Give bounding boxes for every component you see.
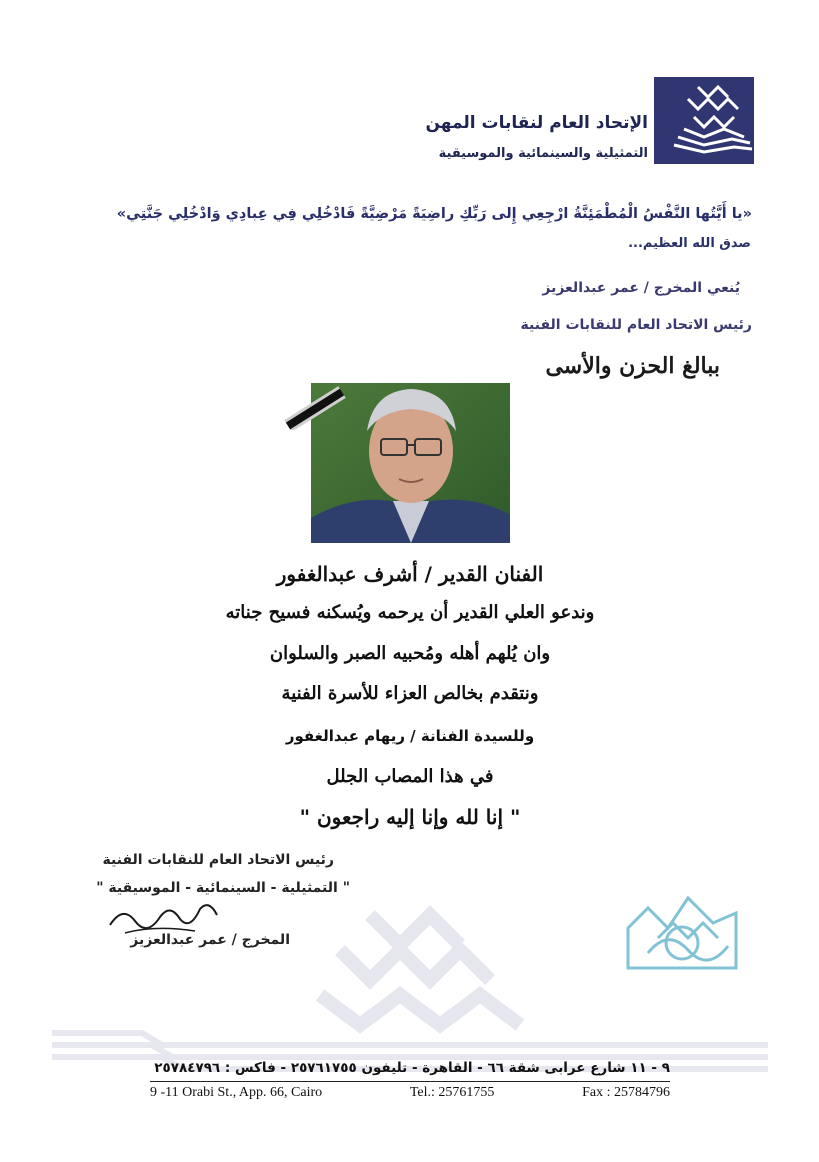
org-name: الإتحاد العام لنقابات المهن bbox=[425, 113, 648, 133]
footer-address-ar: ٩ - ١١ شارع عرابى شقة ٦٦ - القاهرة - تليفون ٢٥٧٦١٧٥٥ - فاكس : ٢٥٧٨٤٧٩٦ bbox=[154, 1060, 670, 1076]
prayer-line-1: وندعو العلي القدير أن يرحمه ويُسكنه فسيح جناته bbox=[225, 602, 595, 623]
footer-address-en-row bbox=[150, 1085, 670, 1101]
footer-fax: Fax : 25784796 bbox=[582, 1085, 670, 1100]
footer-tel: Tel.: 25761755 bbox=[409, 1085, 495, 1100]
quran-phrase: " إنا لله وإنا إليه راجعون " bbox=[299, 805, 521, 829]
signatory-name: المخرج / عمر عبدالعزيز bbox=[130, 932, 290, 948]
sadaq-line: صدق الله العظيم... bbox=[628, 236, 751, 251]
official-stamp-icon bbox=[618, 888, 746, 978]
footer-divider bbox=[150, 1081, 670, 1082]
mourning-ribbon-icon bbox=[282, 386, 348, 430]
artist-name: الفنان القدير / أشرف عبدالغفور bbox=[276, 562, 544, 586]
prayer-line-2: وان يُلهم أهله ومُحبيه الصبر والسلوان bbox=[269, 643, 551, 664]
signatory-title: رئيس الاتحاد العام للنقابات الفنية bbox=[102, 852, 334, 868]
org-subtitle: التمثيلية والسينمائية والموسيقية bbox=[438, 146, 648, 161]
grief-heading: ببالغ الحزن والأسى bbox=[545, 353, 720, 379]
announcer-title: رئيس الاتحاد العام للنقابات الفنية bbox=[520, 317, 752, 333]
announcer: يُنعي المخرج / عمر عبدالعزيز bbox=[542, 280, 740, 296]
condolence-line-2: وللسيدة الفنانة / ريهام عبدالغفور bbox=[285, 727, 535, 745]
union-logo-icon bbox=[654, 77, 754, 164]
footer-address-en: 9 -11 Orabi St., App. 66, Cairo bbox=[150, 1085, 323, 1100]
condolence-line-1: ونتقدم بخالص العزاء للأسرة الفنية bbox=[281, 683, 539, 704]
signatory-branches: " التمثيلية - السينمائية - الموسيقية " bbox=[96, 880, 350, 896]
condolence-line-3: في هذا المصاب الجلل bbox=[326, 766, 494, 787]
quran-verse: «يا أَيَّتُها النَّفْسُ الْمُطْمَئِنَّةُ ارْجِعِي إِلى رَبِّكِ راضِيَةً مَرْضِيَّةً فَادْخُلِي فِي عِبادِي وَادْخُلِي جَنَّتِي» bbox=[116, 206, 752, 222]
